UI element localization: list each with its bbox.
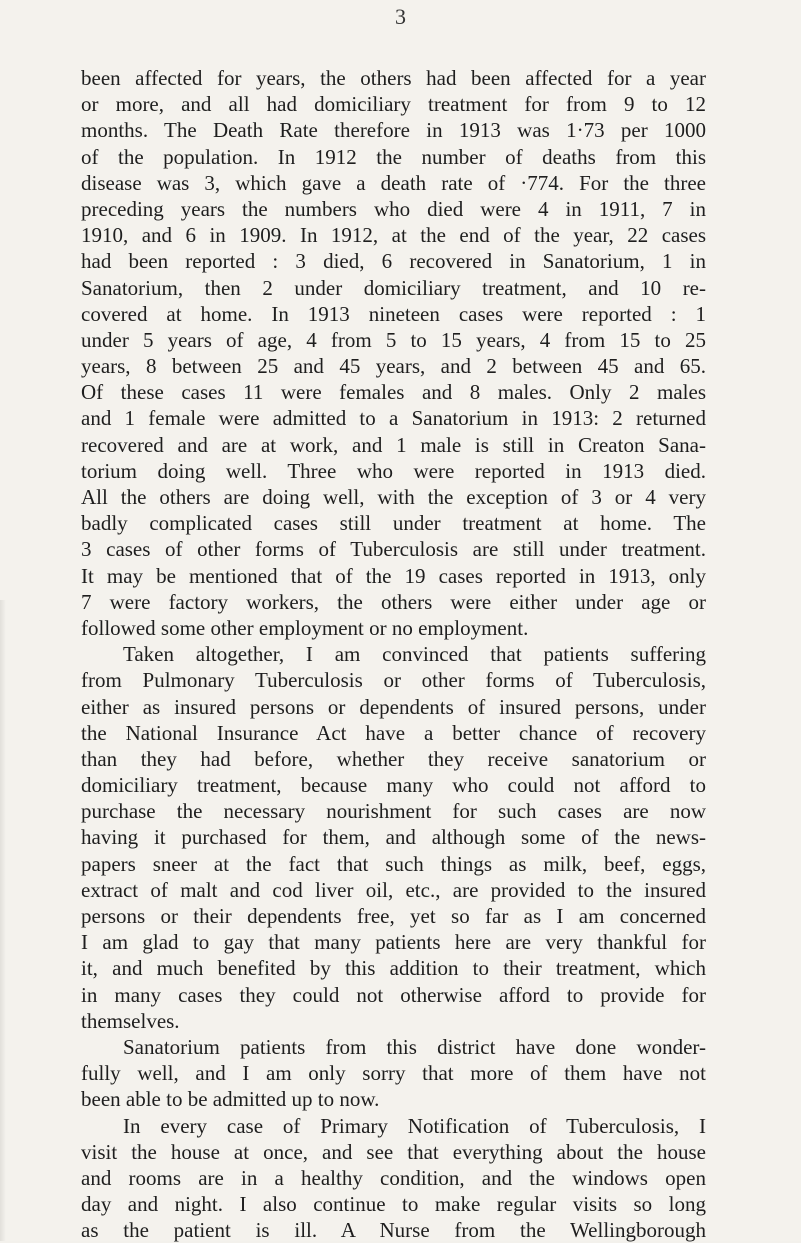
text-line: followed some other employment or no employment. xyxy=(81,615,529,640)
text-line: It may be mentioned that of the 19 cases reported in 1913, only xyxy=(81,563,706,588)
text-line: it, and much benefited by this addition to their treatment, which xyxy=(81,956,706,981)
text-line: had been reported : 3 died, 6 recovered in Sanatorium, 1 in xyxy=(81,249,706,274)
text-line: having it purchased for them, and although some of the news- xyxy=(81,825,706,850)
text-line: 3 cases of other forms of Tuberculosis are still under treatment. xyxy=(81,537,706,562)
text-line: I am glad to gay that many patients here are very thankful for xyxy=(81,930,706,955)
text-line: been able to be admitted up to now. xyxy=(81,1087,380,1112)
text-line: 1910, and 6 in 1909. In 1912, at the end of the year, 22 cases xyxy=(81,223,706,248)
text-line: preceding years the numbers who died were 4 in 1911, 7 in xyxy=(81,196,706,221)
text-line: day and night. I also continue to make regular visits so long xyxy=(81,1192,706,1217)
text-line: Sanatorium, then 2 under domiciliary treatment, and 10 re- xyxy=(81,275,706,300)
text-line: in many cases they could not otherwise afford to provide for xyxy=(81,982,706,1007)
text-line: of the population. In 1912 the number of deaths from this xyxy=(81,144,706,169)
text-line: as the patient is ill. A Nurse from the Wellingborough xyxy=(81,1218,706,1243)
text-line: Of these cases 11 were females and 8 males. Only 2 males xyxy=(81,380,706,405)
text-line: and 1 female were admitted to a Sanatorium in 1913: 2 returned xyxy=(81,406,706,431)
text-line: covered at home. In 1913 nineteen cases were reported : 1 xyxy=(81,301,706,326)
text-line: than they had before, whether they receive sanatorium or xyxy=(81,746,706,771)
text-line: fully well, and I am only sorry that more of them have not xyxy=(81,1061,706,1086)
text-line: or more, and all had domiciliary treatment for from 9 to 12 xyxy=(81,92,706,117)
page-edge-shadow xyxy=(0,600,6,1241)
text-line: extract of malt and cod liver oil, etc., are provided to the insured xyxy=(81,877,706,902)
page-number: 3 xyxy=(395,4,406,29)
text-line: In every case of Primary Notification of Tuberculosis, I xyxy=(123,1113,706,1138)
text-line: domiciliary treatment, because many who could not afford to xyxy=(81,773,706,798)
text-line: 7 were factory workers, the others were either under age or xyxy=(81,589,706,614)
text-line: the National Insurance Act have a better chance of recovery xyxy=(81,720,706,745)
text-line: under 5 years of age, 4 from 5 to 15 years, 4 from 15 to 25 xyxy=(81,327,706,352)
text-line: years, 8 between 25 and 45 years, and 2 between 45 and 65. xyxy=(81,354,706,379)
body-text xyxy=(81,65,706,1243)
text-line: purchase the necessary nourishment for such cases are now xyxy=(81,799,706,824)
text-line: themselves. xyxy=(81,1008,180,1033)
text-line: and rooms are in a healthy condition, and the windows open xyxy=(81,1165,706,1190)
text-line: persons or their dependents free, yet so far as I am concerned xyxy=(81,904,706,928)
text-line: papers sneer at the fact that such things as milk, beef, eggs, xyxy=(81,851,706,876)
text-line: disease was 3, which gave a death rate of ·774. For the three xyxy=(81,170,706,195)
text-line: Sanatorium patients from this district have done wonder- xyxy=(123,1034,706,1059)
text-line: torium doing well. Three who were reported in 1913 died. xyxy=(81,458,706,483)
text-line: All the others are doing well, with the exception of 3 or 4 very xyxy=(81,485,706,509)
text-line: Taken altogether, I am convinced that patients suffering xyxy=(123,642,706,667)
text-line: badly complicated cases still under treatment at home. The xyxy=(81,511,706,536)
text-line: months. The Death Rate therefore in 1913 was 1·73 per 1000 xyxy=(81,118,706,143)
text-line: visit the house at once, and see that everything about the house xyxy=(81,1139,706,1164)
text-line: recovered and are at work, and 1 male is still in Creaton Sana- xyxy=(81,432,706,457)
text-line: been affected for years, the others had been affected for a year xyxy=(81,66,706,90)
text-line: either as insured persons or dependents of insured persons, under xyxy=(81,694,706,719)
text-line: from Pulmonary Tuberculosis or other forms of Tuberculosis, xyxy=(81,668,706,693)
